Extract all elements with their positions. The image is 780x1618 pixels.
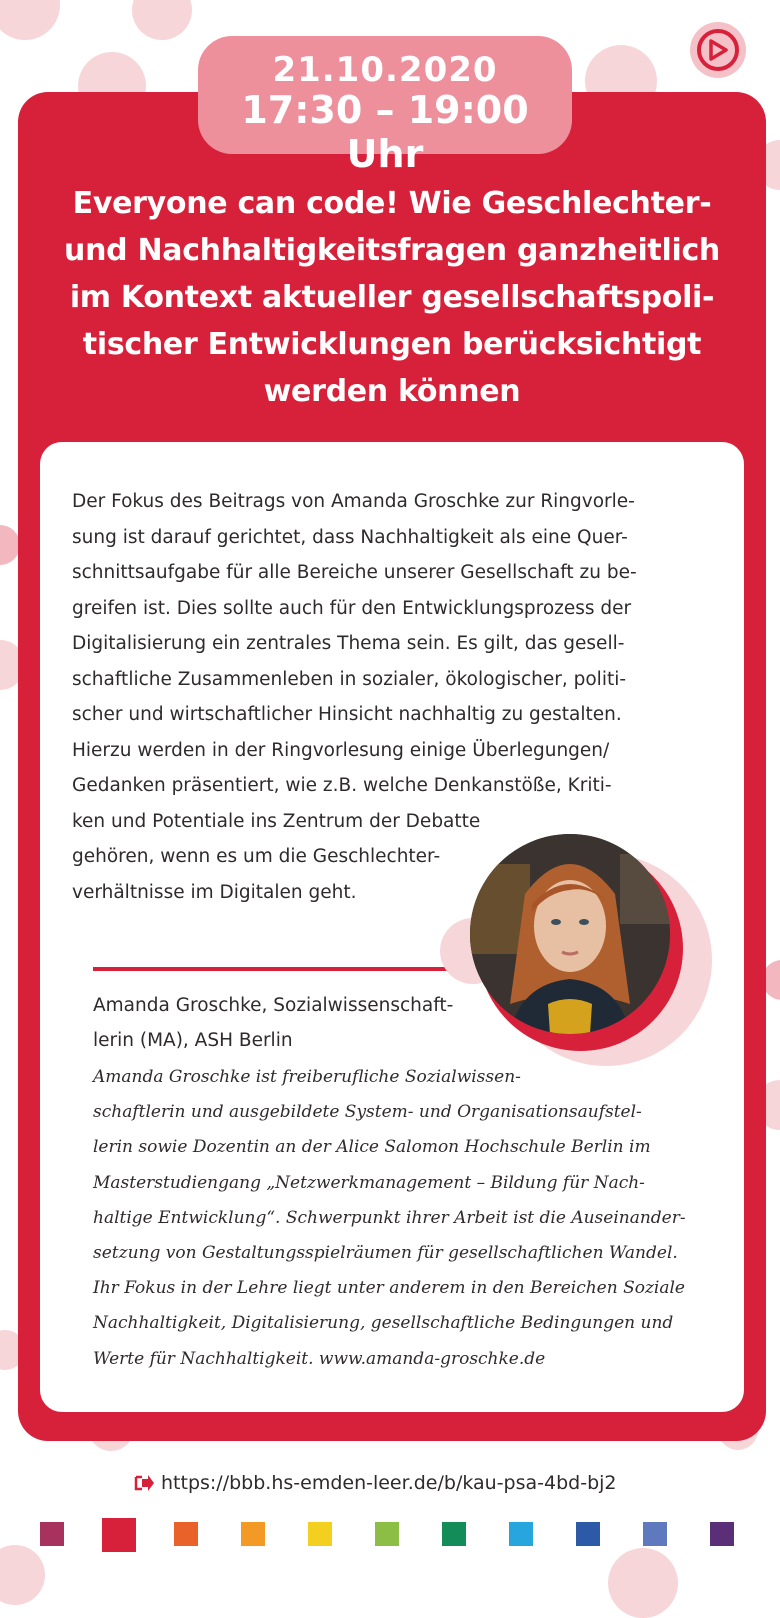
section-divider: [93, 967, 493, 971]
description-line: Hierzu werden in der Ringvorlesung einige Überlegungen/: [72, 739, 610, 761]
color-swatch: [241, 1522, 265, 1546]
color-swatch: [308, 1522, 332, 1546]
description-line: sung ist darauf gerichtet, dass Nachhaltigkeit als eine Quer-: [72, 526, 628, 548]
meeting-link-url[interactable]: https://bbb.hs-emden-leer.de/b/kau-psa-4bd-bj2: [161, 1472, 617, 1494]
event-title: [48, 180, 736, 415]
bio-line: Nachhaltigkeit, Digitalisierung, gesellschaftliche Bedingungen und: [93, 1313, 674, 1334]
color-swatch: [509, 1522, 533, 1546]
speaker-name: [93, 988, 513, 1058]
description-line: verhältnisse im Digitalen geht.: [72, 881, 357, 903]
description-line: Der Fokus des Beitrags von Amanda Groschke zur Ringvorle-: [72, 491, 635, 512]
title-line: tischer Entwicklungen berücksichtigt: [82, 327, 702, 362]
bio-line: lerin sowie Dozentin an der Alice Salomon Hochschule Berlin im: [93, 1137, 651, 1158]
date-badge: [198, 36, 572, 176]
arrow-right-icon: [133, 1473, 155, 1493]
description-line: scher und wirtschaftlicher Hinsicht nachhaltig zu gestalten.: [72, 704, 622, 725]
bio-line: schaftlerin und ausgebildete System- und Organisationsaufstel-: [93, 1102, 642, 1123]
color-swatch: [102, 1518, 136, 1552]
color-swatch: [174, 1522, 198, 1546]
meeting-link[interactable]: [133, 1470, 693, 1496]
title-line: im Kontext aktueller gesellschaftspoli-: [69, 280, 715, 315]
decor-dot: [132, 0, 192, 40]
color-swatch: [710, 1522, 734, 1546]
photo-credit: Fotografie © Alexander Shapovalenko: [752, 895, 760, 1030]
title-line: werden können: [263, 374, 521, 409]
title-line: und Nachhaltigkeitsfragen ganzheitlich: [64, 233, 720, 268]
description-line: greifen ist. Dies sollte auch für den Entwicklungsprozess der: [72, 597, 632, 619]
speaker-name-line: lerin (MA), ASH Berlin: [93, 1030, 293, 1051]
play-ring: [697, 29, 739, 71]
speaker-bio: [93, 1060, 713, 1377]
color-swatch: [643, 1522, 667, 1546]
bio-line: haltige Entwicklung“. Schwerpunkt ihrer Arbeit ist die Auseinander-: [93, 1207, 686, 1228]
event-date: 21.10.2020: [272, 50, 498, 90]
description-line: gehören, wenn es um die Geschlechter-: [72, 846, 441, 867]
bio-line: Ihr Fokus in der Lehre liegt unter anderem in den Bereichen Soziale: [93, 1278, 685, 1299]
decor-dot: [0, 0, 60, 40]
description-line: schaftliche Zusammenleben in sozialer, ökologischer, politi-: [72, 668, 627, 690]
color-swatch: [40, 1522, 64, 1546]
description-line: Gedanken präsentiert, wie z.B. welche Denkanstöße, Kriti-: [72, 775, 612, 796]
color-swatch: [442, 1522, 466, 1546]
color-swatches: [0, 1518, 780, 1558]
title-line: Everyone can code! Wie Geschlechter-: [72, 186, 712, 221]
color-swatch: [375, 1522, 399, 1546]
play-button[interactable]: [690, 22, 746, 78]
bio-line: Masterstudiengang „Netzwerkmanagement – Bildung für Nach-: [93, 1172, 645, 1193]
description-line: ken und Potentiale ins Zentrum der Debatte: [72, 810, 481, 832]
description-line: Digitalisierung ein zentrales Thema sein. Es gilt, das gesell-: [72, 633, 625, 654]
decor-dot: [0, 525, 20, 565]
color-swatch: [576, 1522, 600, 1546]
event-time: 17:30 – 19:00 Uhr: [241, 88, 529, 176]
description-line: schnittsaufgabe für alle Bereiche unserer Gesellschaft zu be-: [72, 562, 637, 583]
speaker-name-line: Amanda Groschke, Sozialwissenschaft-: [93, 995, 454, 1016]
bio-line: Amanda Groschke ist freiberufliche Sozialwissen-: [93, 1067, 521, 1087]
bio-line: Werte für Nachhaltigkeit. www.amanda-groschke.de: [93, 1348, 546, 1369]
decor-dot: [608, 1548, 678, 1618]
bio-line: setzung von Gestaltungsspielräumen für gesellschaftlichen Wandel.: [93, 1243, 678, 1264]
play-icon: [708, 39, 728, 61]
